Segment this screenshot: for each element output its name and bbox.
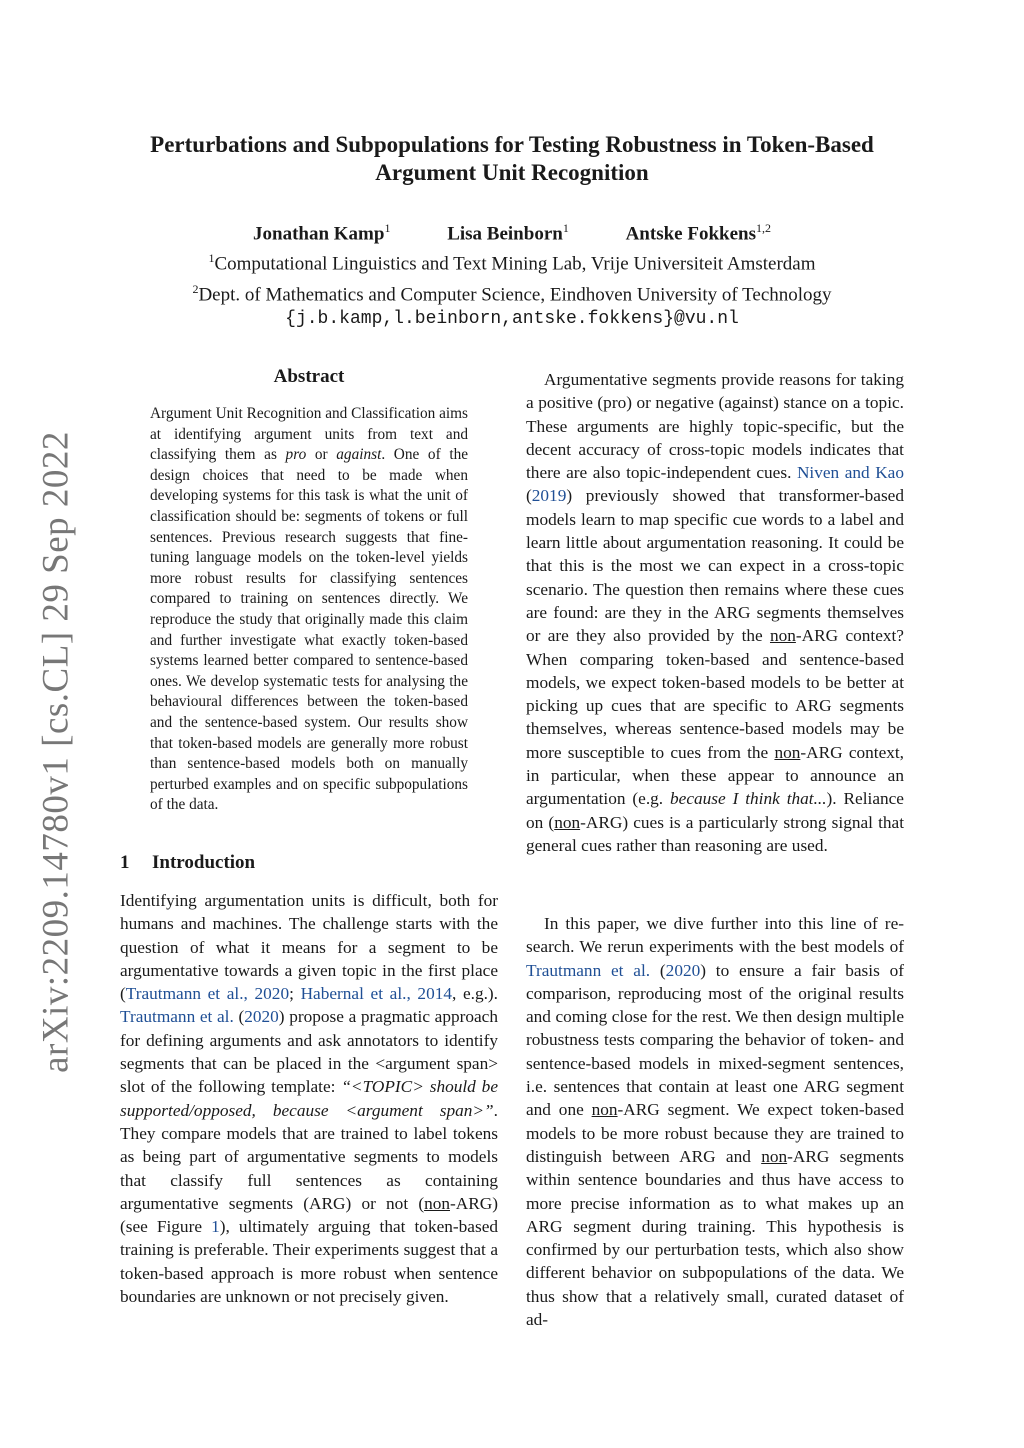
affiliation-2 [100,277,924,307]
author-affiliation-mark: 1 [562,221,569,235]
abstract-heading: Abstract [273,366,345,387]
right-paragraph-2: In this paper, we dive further into this line of research. We rerun experiments with the best models of Trautmann et al. (2020) to ensure a fair basis of comparison, reproducing most of the original results and coming close for the rest. We then design multiple robustness tests comparing the behavior of token- and sentence-based models in mixed-segment sentences, i.e. sentences that contain at least one ARG segment and one non-ARG segment. We expect token-based models to be more robust because they are trained to distinguish between ARG and non-ARG segments within sentence boundaries and thus have access to more precise information as to what makes up an ARG segment during training. This hypothesis is confirmed by our perturbation tests, which also show different behavior on subpopulations of the data. We thus show that a relatively small, curated dataset of ad- [526,914,905,1330]
affiliation-mark: 1 [208,251,215,266]
author-2 [447,216,569,246]
author-affiliation-mark: 1 [384,221,391,235]
section-number: 1 [120,852,130,873]
non-underlined: non [774,742,801,762]
author-name: Lisa Beinborn [447,223,563,245]
citation-link[interactable]: Trautmann et al. [120,1007,234,1027]
non-underlined: non [591,1100,618,1120]
affiliation-text: Dept. of Mathematics and Computer Science, Eindhoven University of Technology [198,283,832,305]
title-line-2: Argument Unit Recognition [375,160,649,185]
affiliation-mark: 2 [192,281,199,296]
author-name: Antske Fokkens [625,223,756,245]
citation-link[interactable]: Trautmann et al. [526,960,651,980]
author-names [100,216,924,246]
title-line-1: Perturbations and Subpopulations for Testing Robustness in Token-Based [150,132,874,157]
citation-link[interactable]: Niven and Kao [796,463,904,483]
paper-title [100,131,924,187]
citation-year-link[interactable]: 2020 [244,1007,279,1027]
abstract-body: Argument Unit Recognition and Classification aims at identifying argument units from text and classifying them as pro or against. One of the design choices that need to be made when developing systems for this task is what the unit of classification should be: segments of tokens or full sentences. Previous research suggests that fine-tuning language models on the token-level yields more robust results for classifying sentences compared to training on sentences directly. We reproduce the study that originally made this claim and further investigate what exactly token-based systems learned better compared to sentence-based ones. We develop systematic tests for analysing the behavioural differences between the token-based and the sentence-based system. Our results show that token-based models are generally more robust than sentence-based models both on manually perturbed examples and on specific subpopulations of the data. [150,405,469,814]
introduction-paragraph: Identifying argumentation units is difficult, both for humans and machines. The challenge starts with the question of what it means for a segment to be argumentative towards a given topic in the first place (Trautmann et al., 2020; Habernal et al., 2014, e.g.). Trautmann et al. (2020) propose a pragmatic approach for defining arguments and ask annotators to identify segments that can be placed in the <argument span> slot of the following template: “<TOPIC> should be supported/opposed, because <argument span>”. They compare models that are trained to label tokens as being part of argumentative segments to models that classify full sentences as containing argumentative segments (ARG) or not (non-ARG) (see Figure 1), ultimately arguing that token-based training is preferable. Their experiments suggest that a token-based approach is more robust when sentence boundaries are unknown or not precisely given. [120,891,499,1307]
pro-term: pro [285,446,307,464]
non-underlined: non [769,626,796,646]
citation-link[interactable]: Habernal et al., 2014 [300,984,452,1004]
section-title: Introduction [152,852,256,873]
section-heading-introduction [120,852,498,874]
citation-link[interactable]: Trautmann et al., 2020 [125,984,290,1004]
citation-year-link[interactable]: 2020 [665,960,701,980]
citation-year-link[interactable]: 2019 [531,486,567,506]
template-quote: “<TOPIC> should be supported/opposed, because <argument span>” [120,1077,498,1120]
author-emails: {j.b.kamp,l.beinborn,antske.fokkens}@vu.nl [285,308,739,329]
right-paragraph-1: Argumentative segments provide reasons for taking a positive (pro) or negative (against) stance on a topic. These arguments are highly topic-specific, but the decent accuracy of cross-topic models indicates that there are also topic-independent cues. Niven and Kao (2019) previously showed that transformer-based models learn to map specific cue words to a label and learn little about argumentation reasoning. It could be that this is the most we can expect in a cross-topic scenario. The question then remains where these cues are found: are they in the ARG segments themselves or are they also provided by the non-ARG context? When comparing token-based and sentence-based models, we expect token-based models to be better at picking up cues that are specific to ARG segments themselves, whereas sentence-based models may be more susceptible to cues from the non-ARG context, in particular, when these appear to announce an argumentation (e.g. because I think that...). Reliance on (non-ARG) cues is a particularly strong signal that general cues rather than reasoning are used. [526,370,905,855]
figure-link[interactable]: 1 [211,1217,220,1237]
affiliation-1 [100,246,924,276]
affiliation-text: Computational Linguistics and Text Mining Lab, Vrije Universiteit Amsterdam [214,253,816,275]
arxiv-identifier: arXiv:2209.14780v1 [cs.CL] 29 Sep 2022 [35,431,77,1073]
against-term: against [336,446,382,464]
author-block [100,216,924,331]
author-name: Jonathan Kamp [253,223,385,245]
author-affiliation-mark: 1,2 [755,221,771,235]
example-phrase: because I think that... [670,789,827,809]
author-3 [626,216,771,246]
non-underlined: non [761,1146,788,1166]
non-underlined: non [554,812,581,832]
non-underlined: non [424,1193,450,1213]
author-1 [253,216,390,246]
